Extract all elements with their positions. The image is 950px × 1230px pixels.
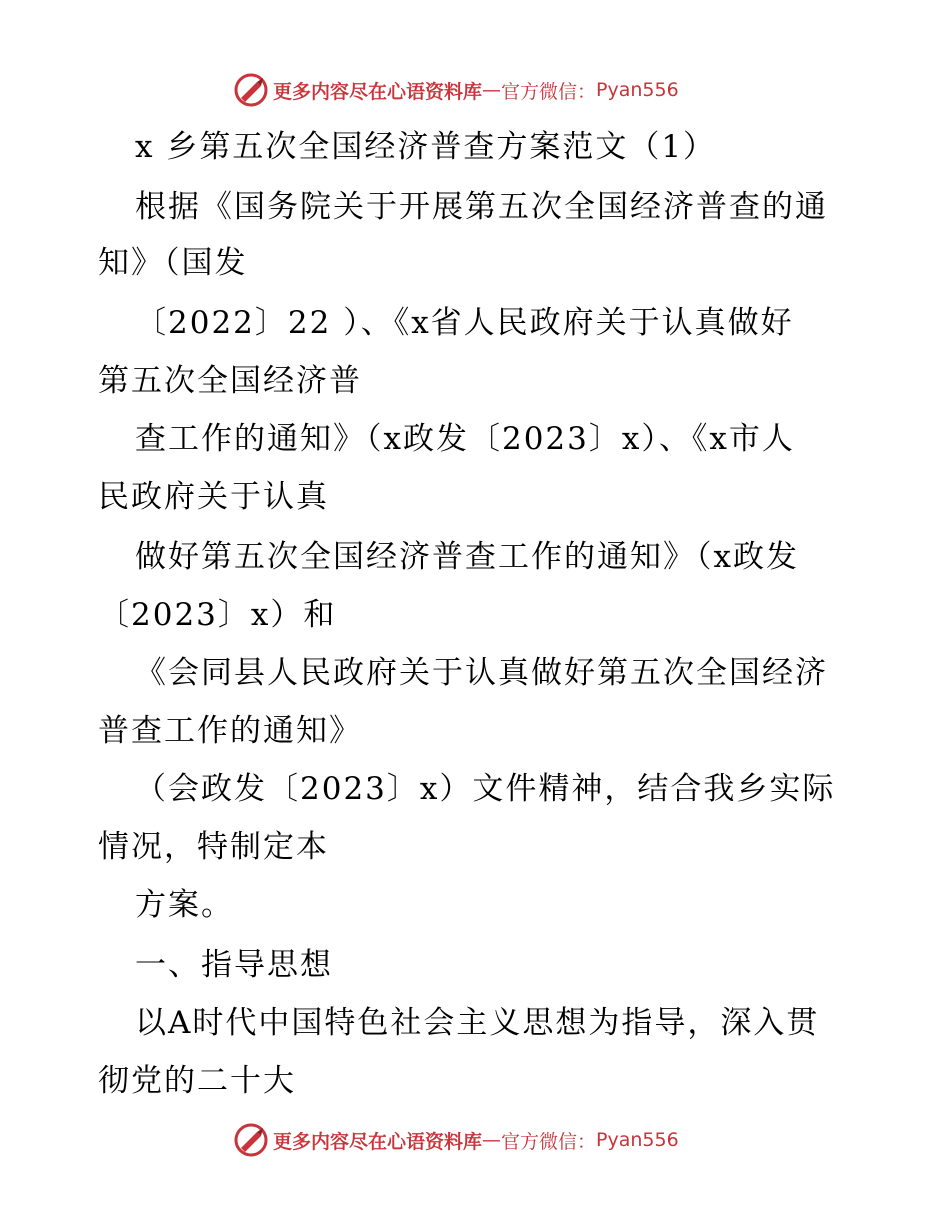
doc-line: 做好第五次全国经济普查工作的通知》（x政发 (135, 539, 799, 575)
doc-line: 《会同县人民政府关于认真做好第五次全国经济 (135, 655, 828, 691)
doc-line: 〔2023〕x）和 (98, 597, 337, 633)
doc-line: 情况，特制定本 (98, 829, 329, 865)
doc-line: 普查工作的通知》 (98, 713, 362, 749)
section-heading: 一、指导思想 (135, 947, 333, 983)
banner-dash: — (482, 79, 502, 101)
banner-wechat-label: 官方微信： (501, 80, 597, 103)
banner-dash: — (482, 1129, 502, 1151)
doc-line: 知》（国发 (98, 245, 248, 281)
doc-line: 以A时代中国特色社会主义思想为指导，深入贯 (135, 1005, 820, 1041)
doc-line: 查工作的通知》（x政发〔2023〕x）、《x市人 (135, 421, 795, 457)
banner-site-name: 更多内容尽在心语资料库 (273, 1130, 483, 1153)
doc-line: 民政府关于认真 (98, 479, 329, 515)
doc-line: 第五次全国经济普 (98, 363, 362, 399)
doc-line: 根据《国务院关于开展第五次全国经济普查的通 (135, 189, 828, 225)
banner-wechat-id: Pyan556 (596, 79, 679, 101)
doc-line: 〔2022〕22 ）、《x省人民政府关于认真做好 (135, 305, 794, 341)
pen-logo-icon (233, 1122, 269, 1158)
doc-line: 彻党的二十大 (98, 1063, 296, 1099)
doc-line: （会政发〔2023〕x）文件精神，结合我乡实际 (135, 771, 836, 807)
banner-wechat-label: 官方微信： (501, 1130, 597, 1153)
doc-title: x 乡第五次全国经济普查方案范文（1） (135, 129, 717, 165)
footer-banner (233, 1120, 793, 1160)
banner-wechat-id: Pyan556 (596, 1129, 679, 1151)
banner-site-name: 更多内容尽在心语资料库 (273, 80, 483, 103)
doc-line: 方案。 (135, 887, 234, 923)
